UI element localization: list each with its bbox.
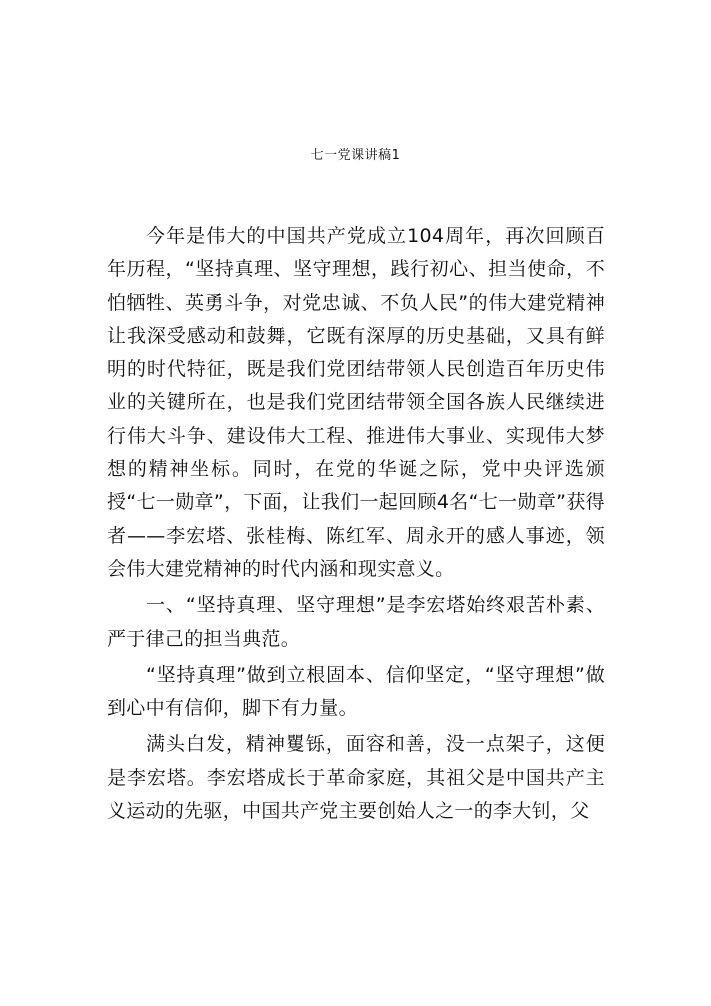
paragraph-section-heading: 一、“坚持真理、坚守理想”是李宏塔始终艰苦朴素、严于律己的担当典范。 (107, 594, 605, 650)
paragraph-truth-ideal: “坚持真理”做到立根固本、信仰坚定，“坚守理想”做到心中有信仰，脚下有力量。 (107, 663, 605, 720)
document-title: 七一党课讲稿1 (310, 148, 401, 163)
paragraph-li-hongta: 满头白发，精神矍铄，面容和善，没一点架子，这便是李宏塔。李宏塔成长于革命家庭，其祖父是中国共产主义运动的先驱，中国共产党主要创始人之一的李大钊，父 (107, 733, 605, 823)
paragraph-intro: 今年是伟大的中国共产党成立104周年，再次回顾百年历程，“坚持真理、坚守理想，践行初心、担当使命，不怕牺牲、英勇斗争，对党忠诚、不负人民”的伟大建党精神让我深受感动和鼓舞，它既有深厚的历史基础，又具有鲜明的时代特征，既是我们党团结带领人民创造百年历史伟业的关键所在，也是我们党团结带领全国各族人民继续进行伟大斗争、建设伟大工程、推进伟大事业、实现伟大梦想的精神坐标。同时，在党的华诞之际，党中央评选颁授“七一勋章”，下面，让我们一起回顾4名“七一勋章”获得者——李宏塔、张桂梅、陈红军、周永开的感人事迹，领会伟大建党精神的时代内涵和现实意义。 (107, 225, 605, 580)
document-body (107, 220, 605, 831)
